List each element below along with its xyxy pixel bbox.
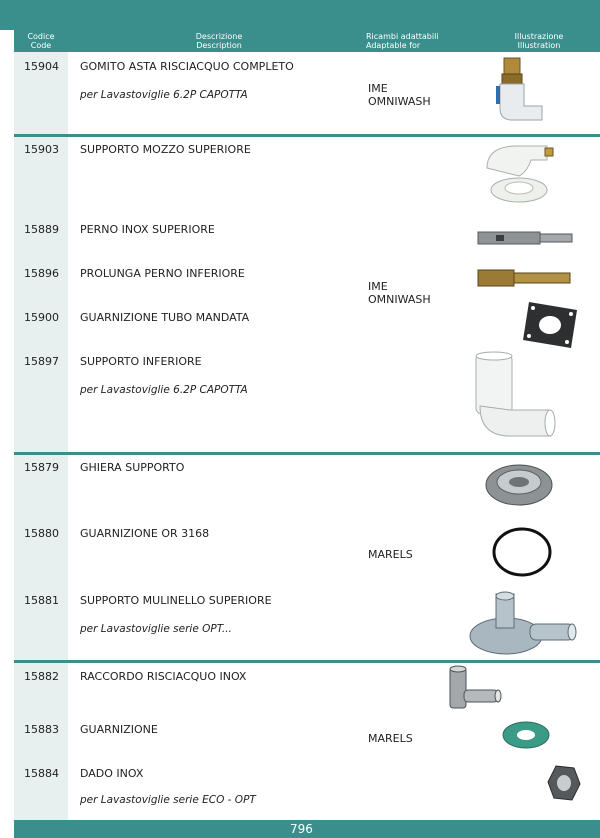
code-column	[14, 52, 68, 820]
part-note: per Lavastoviglie 6.2P CAPOTTA	[80, 89, 248, 101]
header-code-it: Codice	[27, 32, 55, 41]
header-ill-en: Illustration	[517, 41, 561, 50]
header-description	[74, 32, 364, 50]
part-name: RACCORDO RISCIACQUO INOX	[80, 670, 247, 683]
part-name: GUARNIZIONE	[80, 723, 158, 736]
part-code: 15883	[24, 723, 59, 736]
steel-pin-icon	[476, 228, 576, 250]
page-footer	[14, 820, 600, 838]
aluminium-support-icon	[466, 586, 578, 664]
header-adaptable	[366, 32, 466, 50]
part-code: 15879	[24, 461, 59, 474]
hex-nut-icon	[546, 764, 582, 804]
part-note: per Lavastoviglie serie OPT...	[80, 623, 232, 635]
header-desc-it: Descrizione	[195, 32, 243, 41]
adaptable-for	[368, 732, 413, 745]
part-name: PROLUNGA PERNO INFERIORE	[80, 267, 245, 280]
adaptable-for	[368, 280, 431, 306]
header-code-en: Code	[30, 41, 52, 50]
adaptable-brand: IME	[368, 82, 388, 95]
part-name: GOMITO ASTA RISCIACQUO COMPLETO	[80, 60, 294, 73]
part-code: 15881	[24, 594, 59, 607]
part-name: SUPPORTO MULINELLO SUPERIORE	[80, 594, 272, 607]
part-name: SUPPORTO INFERIORE	[80, 355, 202, 368]
header-ill-it: Illustrazione	[514, 32, 564, 41]
top-banner	[0, 0, 600, 30]
part-code: 15882	[24, 670, 59, 683]
table-header	[14, 30, 600, 52]
header-illustration	[484, 32, 594, 50]
parts-table	[14, 52, 600, 820]
adaptable-model: OMNIWASH	[368, 95, 431, 108]
part-note: per Lavastoviglie 6.2P CAPOTTA	[80, 384, 248, 396]
part-code: 15889	[24, 223, 59, 236]
adaptable-brand: IME	[368, 280, 388, 293]
adaptable-model: OMNIWASH	[368, 293, 431, 306]
part-note: per Lavastoviglie serie ECO - OPT	[80, 794, 256, 806]
part-name: PERNO INOX SUPERIORE	[80, 223, 215, 236]
part-code: 15897	[24, 355, 59, 368]
steel-fitting-icon	[440, 664, 504, 720]
adaptable-for	[368, 82, 431, 108]
page-number: 796	[290, 822, 313, 836]
white-elbow-support-icon	[472, 350, 562, 446]
header-desc-en: Description	[196, 41, 242, 50]
ring-nut-icon	[484, 458, 554, 508]
header-adapt-it: Ricambi adattabili	[366, 32, 439, 41]
white-hub-support-icon	[479, 138, 559, 210]
adaptable-brand: MARELS	[368, 732, 413, 745]
brass-pin-extension-icon	[476, 266, 576, 290]
part-code: 15904	[24, 60, 59, 73]
part-code: 15884	[24, 767, 59, 780]
header-adapt-en: Adaptable for	[366, 41, 421, 50]
green-gasket-icon	[501, 720, 551, 750]
part-code: 15900	[24, 311, 59, 324]
group-separator	[14, 452, 600, 455]
part-name: SUPPORTO MOZZO SUPERIORE	[80, 143, 251, 156]
part-name: GHIERA SUPPORTO	[80, 461, 185, 474]
square-gasket-icon	[519, 300, 579, 350]
part-code: 15896	[24, 267, 59, 280]
adaptable-brand: MARELS	[368, 548, 413, 561]
o-ring-icon	[490, 526, 554, 578]
part-name: GUARNIZIONE OR 3168	[80, 527, 210, 540]
part-name: GUARNIZIONE TUBO MANDATA	[80, 311, 250, 324]
group-separator	[14, 660, 600, 663]
adaptable-for	[368, 548, 413, 561]
part-code: 15903	[24, 143, 59, 156]
part-name: DADO INOX	[80, 767, 144, 780]
header-code	[14, 32, 68, 50]
brass-elbow-fitting-icon	[484, 56, 554, 131]
group-separator	[14, 134, 600, 137]
part-code: 15880	[24, 527, 59, 540]
